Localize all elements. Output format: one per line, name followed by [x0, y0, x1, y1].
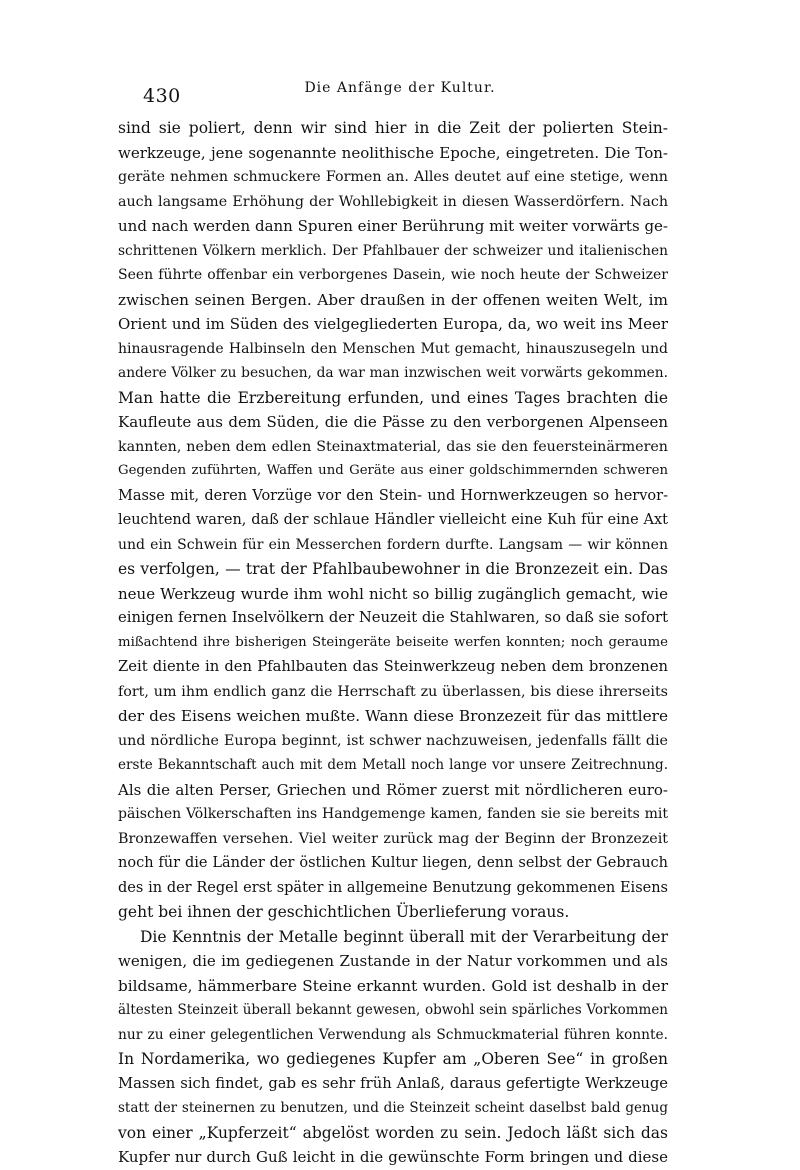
text-line: werkzeuge, jene sogenannte neolithische Epoche, eingetreten. Die Ton- — [118, 143, 668, 162]
text-line: und nach werden dann Spuren einer Berührung mit weiter vorwärts ge- — [118, 217, 668, 235]
text-line: Kaufleute aus dem Süden, die die Pässe zu den verborgenen Alpenseen — [118, 413, 668, 431]
text-line: Massen sich findet, gab es sehr früh Anlaß, daraus gefertigte Werkzeuge — [118, 1074, 668, 1092]
text-line: Kupfer nur durch Guß leicht in die gewünschte Form bringen und diese — [118, 1148, 668, 1166]
text-line: hinausragende Halbinseln den Menschen Mut gemacht, hinauszusegeln und — [118, 340, 668, 357]
text-line: des in der Regel erst später in allgemeine Benutzung gekommenen Eisens — [118, 879, 668, 896]
text-line: noch für die Länder der östlichen Kultur liegen, denn selbst der Gebrauch — [118, 855, 668, 871]
text-line: erste Bekanntschaft auch mit dem Metall noch lange vor unsere Zeitrechnung. — [118, 757, 668, 773]
text-line: leuchtend waren, daß der schlaue Händler vielleicht eine Kuh für eine Axt — [118, 512, 668, 528]
text-line: fort, um ihm endlich ganz die Herrschaft zu überlassen, bis diese ihrerseits — [118, 683, 668, 700]
text-line: von einer „Kupferzeit“ abgelöst worden zu sein. Jedoch läßt sich das — [118, 1123, 668, 1142]
text-line: nur zu einer gelegentlichen Verwendung als Schmuckmaterial führen konnte. — [118, 1026, 668, 1043]
text-line: auch langsame Erhöhung der Wohllebigkeit in diesen Wasserdörfern. Nach — [118, 193, 668, 210]
text-line: ältesten Steinzeit überall bekannt gewesen, obwohl sein spärliches Vorkommen — [118, 1002, 668, 1018]
text-line: päischen Völkerschaften ins Handgemenge kamen, fanden sie sie bereits mit — [118, 806, 668, 822]
text-line: mißachtend ihre bisherigen Steingeräte beiseite werfen konnten; noch geraume — [118, 634, 668, 650]
text-line: andere Völker zu besuchen, da war man inzwischen weit vorwärts gekommen. — [118, 365, 668, 381]
text-line: kannten, neben dem edlen Steinaxtmaterial, das sie den feuersteinärmeren — [118, 438, 668, 455]
text-line: Bronzewaffen versehen. Viel weiter zurück mag der Beginn der Bronzezeit — [118, 830, 668, 847]
text-line: sind sie poliert, denn wir sind hier in die Zeit der polierten Stein- — [118, 119, 668, 137]
text-line: Seen führte offenbar ein verborgenes Dasein, wie noch heute der Schweizer — [118, 267, 668, 283]
text-line: Zeit diente in den Pfahlbauten das Steinwerkzeug neben dem bronzenen — [118, 658, 668, 675]
text-line: Orient und im Süden des vielgegliederten Europa, da, wo weit ins Meer — [118, 315, 668, 333]
text-line: und nördliche Europa beginnt, ist schwer nachzuweisen, jedenfalls fällt die — [118, 732, 668, 749]
text-line: Die Kenntnis der Metalle beginnt überall mit der Verarbeitung der — [140, 927, 668, 946]
text-line: bildsame, hämmerbare Steine erkannt wurden. Gold ist deshalb in der — [118, 976, 668, 995]
text-line: In Nordamerika, wo gediegenes Kupfer am „Oberen See“ in großen — [118, 1050, 668, 1068]
text-line: und ein Schwein für ein Messerchen fordern durfte. Langsam — wir können — [118, 536, 668, 553]
text-line: der des Eisens weichen mußte. Wann diese Bronzezeit für das mittlere — [118, 707, 668, 725]
text-line: Masse mit, deren Vorzüge vor den Stein- und Hornwerkzeugen so hervor- — [118, 487, 668, 504]
text-line: geht bei ihnen der geschichtlichen Überlieferung voraus. — [118, 903, 570, 921]
text-line: einigen fernen Inselvölkern der Neuzeit die Stahlwaren, so daß sie sofort — [118, 609, 668, 626]
running-title: Die Anfänge der Kultur. — [304, 80, 496, 96]
text-line: neue Werkzeug wurde ihm wohl nicht so billig zugänglich gemacht, wie — [118, 584, 668, 603]
text-line: schrittenen Völkern merklich. Der Pfahlbauer der schweizer und italienischen — [118, 242, 668, 259]
text-line: wenigen, die im gediegenen Zustande in der Natur vorkommen und als — [118, 952, 668, 970]
text-line: zwischen seinen Bergen. Aber draußen in der offenen weiten Welt, im — [118, 290, 668, 309]
text-line: Gegenden zuführten, Waffen und Geräte aus einer goldschimmernden schweren — [118, 463, 668, 478]
text-line: statt der steinernen zu benutzen, und die Steinzeit scheint daselbst bald genug — [118, 1100, 668, 1116]
text-line: es verfolgen, — trat der Pfahlbaubewohner in die Bronzezeit ein. Das — [118, 560, 668, 578]
text-line: Als die alten Perser, Griechen und Römer zuerst mit nördlicheren euro- — [118, 780, 668, 799]
text-line: geräte nehmen schmuckere Formen an. Alles deutet auf eine stetige, wenn — [118, 169, 668, 185]
page-number: 430 — [143, 85, 181, 107]
text-line: Man hatte die Erzbereitung erfunden, und eines Tages brachten die — [118, 388, 668, 407]
body-text — [118, 116, 668, 1170]
